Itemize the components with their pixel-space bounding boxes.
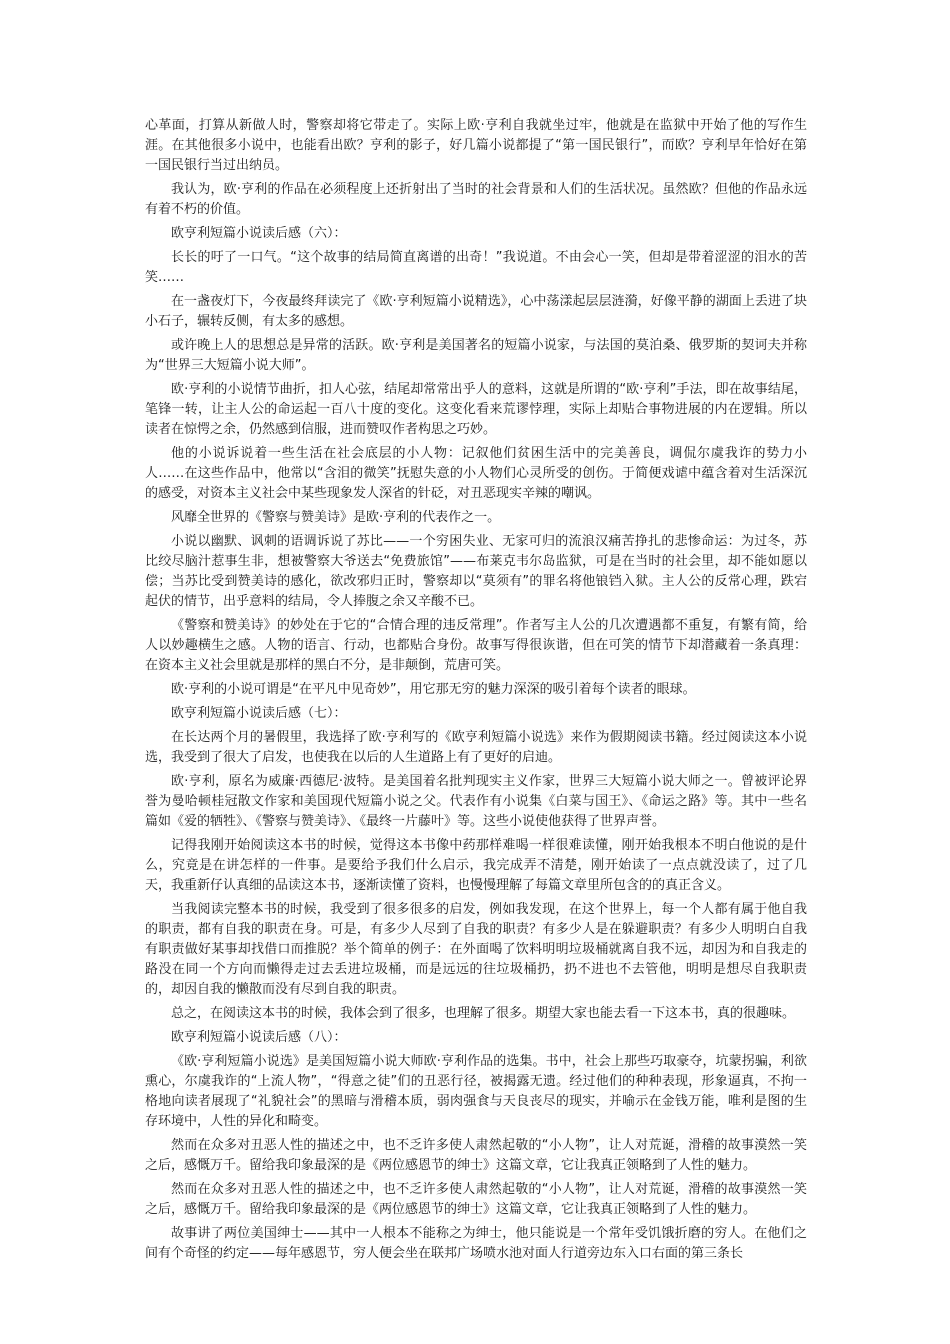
paragraph: 在长达两个月的暑假里，我选择了欧·亨利写的《欧亨利短篇小说选》来作为假期阅读书籍。经过阅读这本小说选，我受到了很大了启发，也使我在以后的人生道路上有了更好的启迪。 [145,730,807,765]
paragraph: 或许晚上人的思想总是异常的活跃。欧·亨利是美国著名的短篇小说家，与法国的莫泊桑、俄罗斯的契诃夫并称为“世界三大短篇小说大师”。 [145,338,807,373]
paragraph: 《欧·亨利短篇小说选》是美国短篇小说大师欧·亨利作品的选集。书中，社会上那些巧取豪夺，坑蒙拐骗，利欲熏心，尔虞我诈的“上流人物”，“得意之徒”们的丑恶行径，被揭露无遗。经过他们的种种表现，形象逼真，不拘一格地向读者展现了“礼貌社会”的黑暗与滑稽本质，弱肉强食与天良丧尽的现实，并喻示在金钱万能，唯利是图的生存环境中，人性的异化和畸变。 [145,1054,807,1129]
document-page [145,116,807,1268]
paragraph: 小说以幽默、讽刺的语调诉说了苏比——一个穷困失业、无家可归的流浪汉痛苦挣扎的悲惨命运：为过冬，苏比绞尽脑汁惹事生非，想被警察大爷送去“免费旅馆”——布莱克韦尔岛监狱，可是在当时的社会里，却不能如愿以偿；当苏比受到赞美诗的感化，欲改邪归正时，警察却以“莫须有”的罪名将他锒铛入狱。主人公的反常心理，跌宕起伏的情节，出乎意料的结局，令人捧腹之余又辛酸不已。 [145,534,807,609]
paragraph: 欧·亨利的小说情节曲折，扣人心弦，结尾却常常出乎人的意料，这就是所谓的“欧·亨利”手法，即在故事结尾，笔锋一转，让主人公的命运起一百八十度的变化。这变化看来荒谬悖理，实际上却贴合事物进展的内在逻辑。所以读者在惊愕之余，仍然感到信服，进而赞叹作者构思之巧妙。 [145,382,807,437]
paragraph: 他的小说诉说着一些生活在社会底层的小人物：记叙他们贫困生活中的完美善良，调侃尔虞我诈的势力小人……在这些作品中，他常以“含泪的微笑”抚慰失意的小人物们心灵所受的创伤。于简便戏谑中蕴含着对生活深沉的感受，对资本主义社会中某些现象发人深省的针砭，对丑恶现实辛辣的嘲讽。 [145,446,807,501]
paragraph: 《警察和赞美诗》的妙处在于它的“合情合理的违反常理”。作者写主人公的几次遭遇都不重复，有繁有简，给人以妙趣横生之感。人物的语言、行动，也都贴合身份。故事写得很诙谐，但在可笑的情节下却潜藏着一条真理：在资本主义社会里就是那样的黑白不分，是非颠倒，荒唐可笑。 [145,618,807,673]
paragraph: 长长的吁了一口气。“这个故事的结局简直离谱的出奇！”我说道。不由会心一笑，但却是带着涩涩的泪水的苦笑…… [145,250,807,285]
paragraph: 欧·亨利，原名为威廉·西德尼·波特。是美国着名批判现实主义作家，世界三大短篇小说大师之一。曾被评论界誉为曼哈顿桂冠散文作家和美国现代短篇小说之父。代表作有小说集《白菜与国王》、《命运之路》等。其中一些名篇如《爱的牺牲》、《警察与赞美诗》、《最终一片藤叶》等。这些小说使他获得了世界声誉。 [145,774,807,829]
paragraph: 我认为，欧·亨利的作品在必须程度上还折射出了当时的社会背景和人们的生活状况。虽然欧？但他的作品永远有着不朽的价值。 [145,182,807,217]
paragraph: 心革面，打算从新做人时，警察却将它带走了。实际上欧·亨利自我就坐过牢，他就是在监狱中开始了他的写作生涯。在其他很多小说中，也能看出欧？亨利的影子，好几篇小说都提了“第一国民银行”，而欧？亨利早年恰好在第一国民银行当过出纳员。 [145,118,807,173]
section-heading: 欧亨利短篇小说读后感（八）： [171,1030,347,1045]
paragraph: 总之，在阅读这本书的时候，我体会到了很多，也理解了很多。期望大家也能去看一下这本书，真的很趣味。 [171,1006,796,1021]
paragraph: 故事讲了两位美国绅士——其中一人根本不能称之为绅士，他只能说是一个常年受饥饿折磨的穷人。在他们之间有个奇怪的约定——每年感恩节，穷人便会坐在联邦广场喷水池对面人行道旁边东入口右面的第三条长 [145,1226,807,1261]
section-heading: 欧亨利短篇小说读后感（七）： [171,706,347,721]
paragraph: 欧·亨利的小说可谓是“在平凡中见奇妙”，用它那无穷的魅力深深的吸引着每个读者的眼球。 [171,682,696,697]
paragraph: 然而在众多对丑恶人性的描述之中，也不乏许多使人肃然起敬的“小人物”，让人对荒诞，滑稽的故事漠然一笑之后，感慨万千。留给我印象最深的是《两位感恩节的绅士》这篇文章，它让我真正领略到了人性的魅力。 [145,1138,807,1173]
paragraph: 在一盏夜灯下，今夜最终拜读完了《欧·亨利短篇小说精选》，心中荡漾起层层涟漪，好像平静的湖面上丢进了块小石子，辗转反侧，有太多的感想。 [145,294,807,329]
paragraph: 然而在众多对丑恶人性的描述之中，也不乏许多使人肃然起敬的“小人物”，让人对荒诞，滑稽的故事漠然一笑之后，感慨万千。留给我印象最深的是《两位感恩节的绅士》这篇文章，它让我真正领略到了人性的魅力。 [145,1182,807,1217]
paragraph: 记得我刚开始阅读这本书的时候，觉得这本书像中药那样难喝一样很难读懂，刚开始我根本不明白他说的是什么，究竟是在讲怎样的一件事。是要给予我们什么启示，我完成弄不清楚，刚开始读了一点点就没读了，过了几天，我重新仔认真细的品读这本书，逐渐读懂了资料，也慢慢理解了每篇文章里所包含的的真正含义。 [145,838,807,893]
paragraph: 风靡全世界的《警察与赞美诗》是欧·亨利的代表作之一。 [171,510,501,525]
paragraph: 当我阅读完整本书的时候，我受到了很多很多的启发，例如我发现，在这个世界上，每一个人都有属于他自我的职责，都有自我的职责在身。可是，有多少人尽到了自我的职责？有多少人是在躲避职责？有多少人明明白自我有职责做好某事却找借口而推脱？举个简单的例子：在外面喝了饮料明明垃圾桶就离自我不远，却因为和自我走的路没在同一个方向而懒得走过去丢进垃圾桶，而是远远的往垃圾桶扔，扔不进也不去管他，明明是想尽自我职责的，却因自我的懒散而没有尽到自我的职责。 [145,902,807,997]
section-heading: 欧亨利短篇小说读后感（六）： [171,226,347,241]
